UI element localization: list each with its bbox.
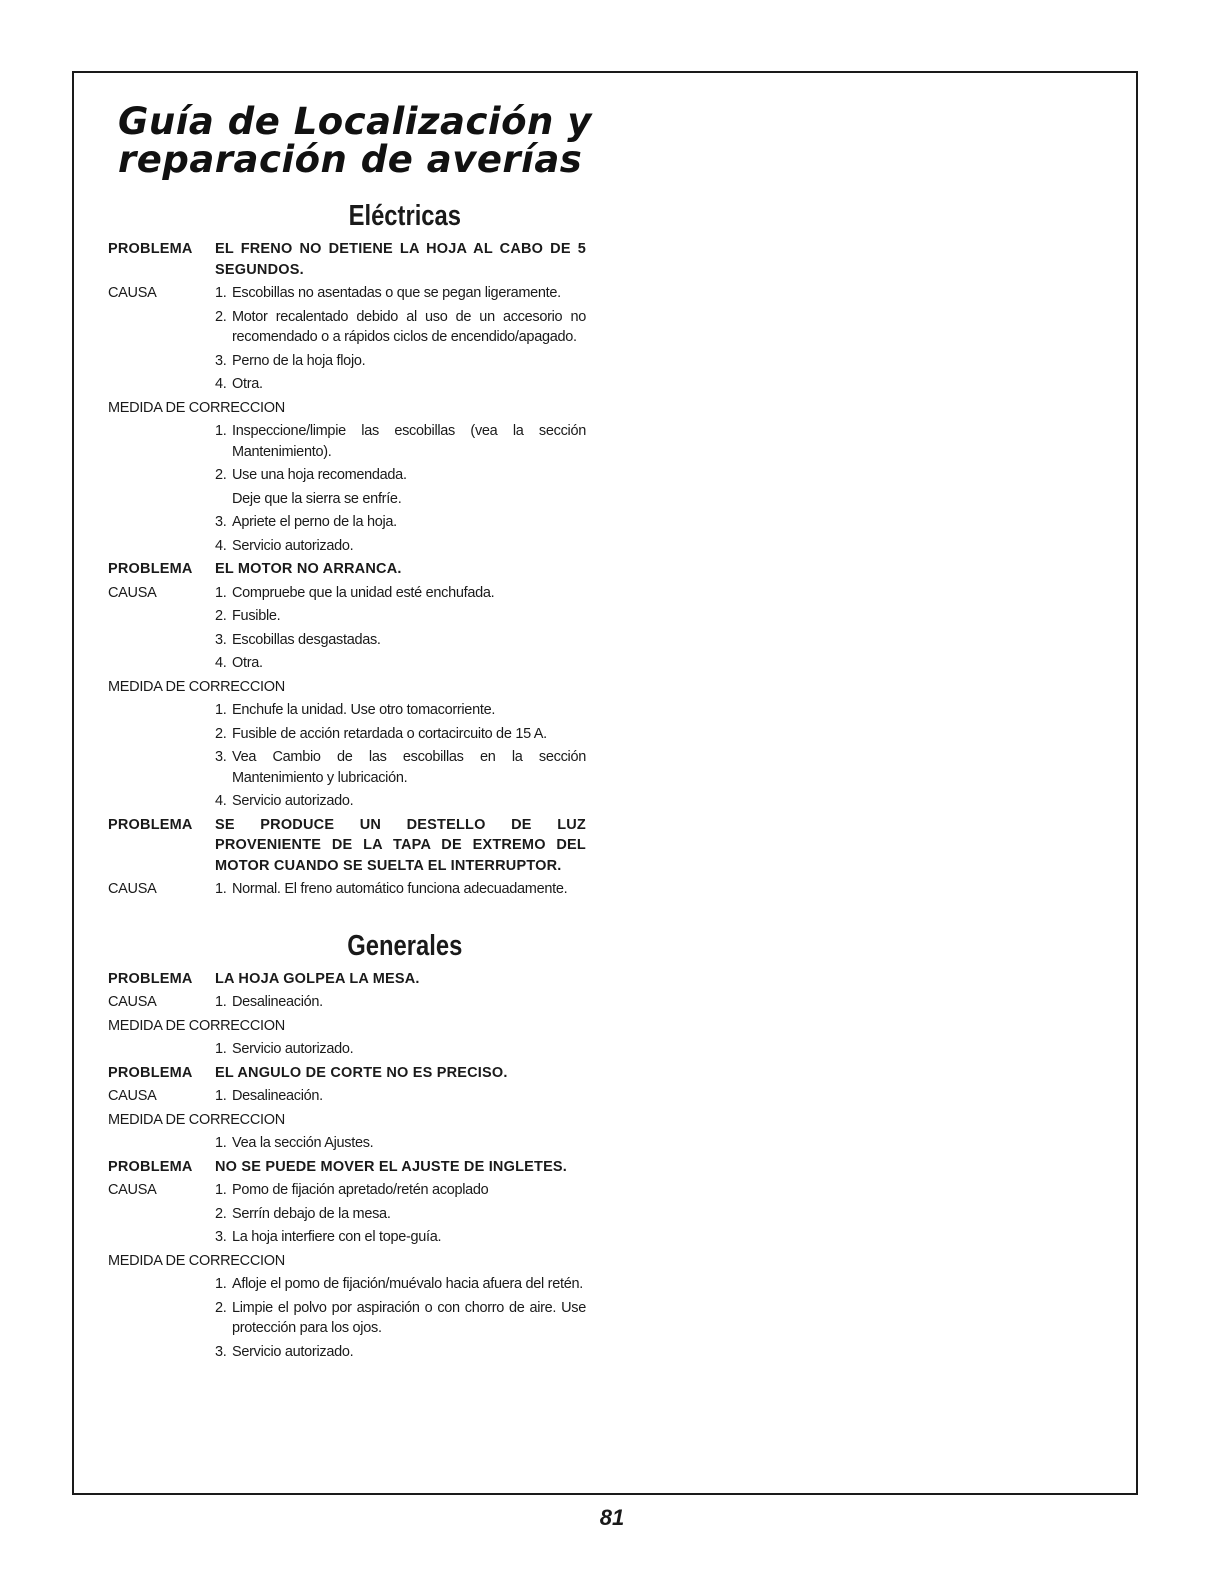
problem-block — [108, 559, 586, 812]
problem-label: PROBLEMA — [108, 241, 193, 257]
correction-item — [215, 489, 586, 510]
correction-list — [108, 1133, 586, 1154]
correction-item — [215, 1298, 586, 1339]
troubleshooting-content — [108, 196, 586, 1362]
cause-label: CAUSA — [108, 881, 157, 897]
cause-text: Otra. — [232, 655, 263, 671]
correction-number — [215, 489, 232, 510]
cause-label: CAUSA — [108, 584, 157, 601]
cause-item — [215, 1180, 586, 1201]
generales-problems — [108, 969, 586, 1363]
correction-label: MEDIDA DE CORRECCION — [108, 678, 285, 695]
cause-number: 1. — [215, 881, 227, 897]
problem-block — [108, 969, 586, 1060]
correction-list — [108, 421, 586, 556]
cause-list — [108, 606, 586, 674]
correction-number: 3. — [215, 1343, 227, 1360]
problem-text: LA HOJA GOLPEA LA MESA. — [215, 970, 420, 987]
problem-label: PROBLEMA — [108, 1158, 193, 1175]
correction-list — [108, 1039, 586, 1060]
correction-number: 1. — [215, 702, 227, 718]
correction-text: Servicio autorizado. — [232, 1343, 354, 1360]
correction-number: 2. — [215, 725, 227, 742]
correction-text: Limpie el polvo por aspiración o con chorro de aire. Use protección para los ojos. — [232, 1299, 586, 1336]
cause-item — [215, 583, 586, 604]
problem-row — [108, 559, 586, 580]
problem-label: PROBLEMA — [108, 1064, 193, 1081]
correction-number: 2. — [215, 467, 227, 483]
cause-text: La hoja interfiere con el tope-guía. — [232, 1229, 442, 1245]
cause-number: 3. — [215, 1229, 227, 1245]
cause-label: CAUSA — [108, 1182, 157, 1198]
cause-number: 4. — [215, 376, 227, 392]
problem-block — [108, 239, 586, 556]
cause-item — [215, 351, 586, 372]
cause-number: 4. — [215, 655, 227, 671]
correction-number: 3. — [215, 514, 227, 530]
cause-number: 3. — [215, 352, 227, 369]
correction-label: MEDIDA DE CORRECCION — [108, 399, 285, 416]
cause-item — [215, 653, 586, 674]
correction-number: 3. — [215, 749, 227, 765]
problem-row — [108, 1063, 586, 1084]
cause-row — [108, 1180, 586, 1201]
correction-item — [215, 1342, 586, 1363]
cause-list — [108, 307, 586, 395]
correction-item — [215, 536, 586, 557]
correction-label: MEDIDA DE CORRECCION — [108, 1017, 285, 1034]
page-number: 81 — [599, 1505, 625, 1530]
correction-item — [215, 791, 586, 812]
electricas-problems — [108, 239, 586, 900]
correction-text: Vea la sección Ajustes. — [232, 1135, 374, 1151]
cause-text: Pomo de fijación apretado/retén acoplado — [232, 1182, 489, 1198]
problem-block — [108, 1157, 586, 1363]
cause-item — [215, 1204, 586, 1225]
cause-text: Escobillas no asentadas o que se pegan ligeramente. — [232, 285, 561, 301]
problem-block — [108, 1063, 586, 1154]
cause-item — [215, 879, 586, 900]
problem-text: EL MOTOR NO ARRANCA. — [215, 561, 402, 577]
problem-text: EL FRENO NO DETIENE LA HOJA AL CABO DE 5 SEGUNDOS. — [215, 241, 586, 278]
page-title — [118, 100, 592, 181]
correction-list — [108, 1274, 586, 1362]
cause-item — [215, 992, 586, 1013]
correction-number: 1. — [215, 423, 227, 439]
correction-item — [215, 421, 586, 462]
correction-text: Vea Cambio de las escobillas en la sección Mantenimiento y lubricación. — [232, 749, 586, 786]
correction-item — [215, 700, 586, 721]
cause-number: 1. — [215, 285, 227, 301]
correction-text: Afloje el pomo de fijación/muévalo hacia afuera del retén. — [232, 1276, 583, 1292]
correction-label: MEDIDA DE CORRECCION — [108, 1111, 285, 1128]
cause-text: Compruebe que la unidad esté enchufada. — [232, 584, 495, 601]
cause-item — [215, 606, 586, 627]
problem-text: EL ANGULO DE CORTE NO ES PRECISO. — [215, 1064, 508, 1081]
cause-row — [108, 992, 586, 1013]
correction-number: 1. — [215, 1041, 227, 1057]
cause-number: 1. — [215, 1088, 227, 1104]
cause-label: CAUSA — [108, 285, 157, 301]
correction-text: Enchufe la unidad. Use otro tomacorriente. — [232, 702, 496, 718]
correction-text: Servicio autorizado. — [232, 793, 354, 809]
title-line-2: reparación de averías — [118, 138, 583, 181]
cause-number: 1. — [215, 994, 227, 1010]
cause-row — [108, 283, 586, 304]
cause-text: Escobillas desgastadas. — [232, 631, 381, 648]
problem-block — [108, 815, 586, 900]
correction-text: Servicio autorizado. — [232, 537, 354, 554]
problem-row — [108, 969, 586, 990]
cause-label: CAUSA — [108, 994, 157, 1010]
cause-number: 1. — [215, 584, 227, 601]
cause-item — [215, 1227, 586, 1248]
cause-item — [215, 307, 586, 348]
correction-text: Deje que la sierra se enfríe. — [232, 490, 402, 507]
section-heading-electricas: Eléctricas — [348, 200, 461, 232]
correction-item — [215, 1039, 586, 1060]
cause-item — [215, 374, 586, 395]
problem-row — [108, 1157, 586, 1178]
correction-text: Fusible de acción retardada o cortacircuito de 15 A. — [232, 725, 547, 742]
correction-number: 2. — [215, 1299, 227, 1316]
correction-text: Apriete el perno de la hoja. — [232, 514, 397, 530]
correction-text: Use una hoja recomendada. — [232, 467, 407, 483]
cause-item — [215, 630, 586, 651]
cause-row — [108, 583, 586, 604]
cause-text: Perno de la hoja flojo. — [232, 352, 366, 369]
problem-label: PROBLEMA — [108, 816, 193, 833]
cause-number: 3. — [215, 631, 227, 648]
cause-list — [108, 1204, 586, 1248]
cause-number: 2. — [215, 608, 227, 624]
cause-number: 2. — [215, 1205, 227, 1222]
cause-label: CAUSA — [108, 1088, 157, 1104]
problem-text: SE PRODUCE UN DESTELLO DE LUZ PROVENIENTE DE LA TAPA DE EXTREMO DEL MOTOR CUANDO SE SUELTA EL INTERRUPTOR. — [215, 816, 586, 874]
correction-item — [215, 747, 586, 788]
problem-text: NO SE PUEDE MOVER EL AJUSTE DE INGLETES. — [215, 1158, 568, 1175]
problem-row — [108, 815, 586, 877]
correction-number: 4. — [215, 793, 227, 809]
correction-item — [215, 465, 586, 486]
correction-text: Inspeccione/limpie las escobillas (vea la sección Mantenimiento). — [232, 423, 586, 460]
correction-number: 4. — [215, 537, 227, 554]
correction-item — [215, 1274, 586, 1295]
correction-number: 1. — [215, 1276, 227, 1292]
cause-text: Desalineación. — [232, 1088, 323, 1104]
correction-item — [215, 512, 586, 533]
correction-number: 1. — [215, 1135, 227, 1151]
cause-text: Fusible. — [232, 608, 281, 624]
cause-row — [108, 879, 586, 900]
title-line-1: Guía de Localización y — [118, 100, 592, 143]
cause-text: Normal. El freno automático funciona adecuadamente. — [232, 881, 568, 897]
cause-number: 2. — [215, 308, 227, 325]
cause-item — [215, 1086, 586, 1107]
cause-text: Motor recalentado debido al uso de un accesorio no recomendado o a rápidos ciclos de encendido/apagado. — [232, 308, 586, 345]
problem-label: PROBLEMA — [108, 970, 193, 987]
cause-text: Serrín debajo de la mesa. — [232, 1205, 391, 1222]
correction-item — [215, 724, 586, 745]
problem-label: PROBLEMA — [108, 561, 193, 577]
cause-item — [215, 283, 586, 304]
problem-row — [108, 239, 586, 280]
correction-list — [108, 700, 586, 812]
correction-item — [215, 1133, 586, 1154]
cause-text: Desalineación. — [232, 994, 323, 1010]
cause-number: 1. — [215, 1182, 227, 1198]
cause-text: Otra. — [232, 376, 263, 392]
correction-text: Servicio autorizado. — [232, 1041, 354, 1057]
correction-label: MEDIDA DE CORRECCION — [108, 1252, 285, 1269]
cause-row — [108, 1086, 586, 1107]
section-heading-generales: Generales — [347, 929, 463, 962]
